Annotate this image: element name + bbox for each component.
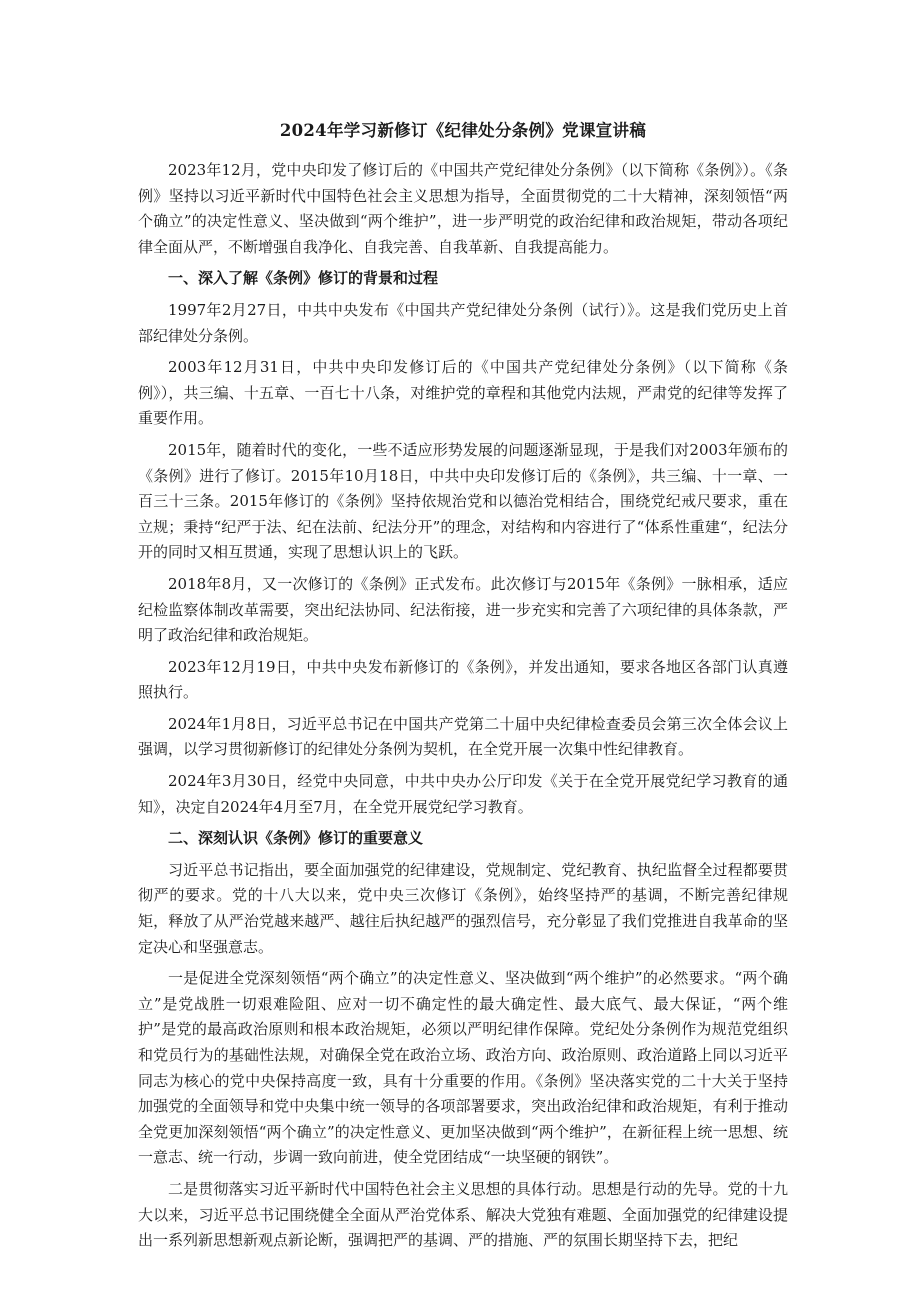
body-paragraph: 2024年1月8日，习近平总书记在中国共产党第二十届中央纪律检查委员会第三次全体会议上强调，以学习贯彻新修订的纪律处分条例为契机，在全党开展一次集中性纪律教育。: [138, 714, 788, 759]
section-heading: 二、深刻认识《条例》修订的重要意义: [168, 829, 424, 848]
document-body: [138, 158, 788, 1254]
body-paragraph: 一是促进全党深刻领悟“两个确立”的决定性意义、坚决做到“两个维护”的必然要求。“两个确立”是党战胜一切艰难险阻、应对一切不确定性的最大确定性、最大底气、最大保证，“两个维护”是党的最高政治原则和根本政治规矩，必须以严明纪律作保障。党纪处分条例作为规范党组织和党员行为的基础性法规，对确保全党在政治立场、政治方向、政治原则、政治道路上同以习近平同志为核心的党中央保持高度一致，具有十分重要的作用。《条例》坚决落实党的二十大关于坚持加强党的全面领导和党中央集中统一领导的各项部署要求，突出政治纪律和政治规矩，有利于推动全党更加深刻领悟“两个确立”的决定性意义、更加坚决做到“两个维护”，在新征程上统一思想、统一意志、统一行动，步调一致向前进，使全党团结成“一块坚硬的钢铁”。: [138, 969, 788, 1167]
document-title: 2024年学习新修订《纪律处分条例》党课宣讲稿: [279, 121, 647, 140]
body-paragraph: 2018年8月，又一次修订的《条例》正式发布。此次修订与2015年《条例》一脉相承，适应纪检监察体制改革需要，突出纪法协同、纪法衔接，进一步充实和完善了六项纪律的具体条款，严明了政治纪律和政治规矩。: [138, 574, 788, 645]
body-paragraph: 2024年3月30日，经党中央同意，中共中央办公厅印发《关于在全党开展党纪学习教育的通知》，决定自2024年4月至7月，在全党开展党纪学习教育。: [138, 772, 788, 816]
body-paragraph: 1997年2月27日，中共中央发布《中国共产党纪律处分条例（试行）》。这是我们党历史上首部纪律处分条例。: [138, 300, 788, 345]
body-paragraph: 2003年12月31日，中共中央印发修订后的《中国共产党纪律处分条例》（以下简称《条例》），共三编、十五章、一百七十八条，对维护党的章程和其他党内法规，严肃党的纪律等发挥了重要作用。: [138, 358, 788, 428]
body-paragraph: 习近平总书记指出，要全面加强党的纪律建设，党规制定、党纪教育、执纪监督全过程都要贯彻严的要求。党的十八大以来，党中央三次修订《条例》，始终坚持严的基调，不断完善纪律规矩，释放了从严治党越来越严、越往后执纪越严的强烈信号，充分彰显了我们党推进自我革命的坚定决心和坚强意志。: [138, 860, 788, 956]
body-paragraph: 2023年12月19日，中共中央发布新修订的《条例》，并发出通知，要求各地区各部门认真遵照执行。: [138, 657, 788, 702]
body-paragraph: 二是贯彻落实习近平新时代中国特色社会主义思想的具体行动。思想是行动的先导。党的十九大以来，习近平总书记围绕健全全面从严治党体系、解决大党独有难题、全面加强党的纪律建设提出一系列新思想新观点新论断，强调把严的基调、严的措施、严的氛围长期坚持下去，把纪: [138, 1179, 788, 1250]
section-heading: 一、深入了解《条例》修订的背景和过程: [168, 269, 439, 288]
document-page: [138, 118, 788, 1260]
body-paragraph: 2023年12月，党中央印发了修订后的《中国共产党纪律处分条例》（以下简称《条例》）。《条例》坚持以习近平新时代中国特色社会主义思想为指导，全面贯彻党的二十大精神，深刻领悟“两个确立”的决定性意义、坚决做到“两个维护”，进一步严明党的政治纪律和政治规矩，带动各项纪律全面从严，不断增强自我净化、自我完善、自我革新、自我提高能力。: [138, 161, 788, 256]
body-paragraph: 2015年，随着时代的变化，一些不适应形势发展的问题逐渐显现，于是我们对2003年颁布的《条例》进行了修订。2015年10月18日，中共中央印发修订后的《条例》，共三编、十一章、一百三十三条。2015年修订的《条例》坚持依规治党和以德治党相结合，围绕党纪戒尺要求，重在立规；秉持“纪严于法、纪在法前、纪法分开”的理念，对结构和内容进行了“体系性重建“，纪法分开的同时又相互贯通，实现了思想认识上的飞跃。: [138, 440, 788, 562]
